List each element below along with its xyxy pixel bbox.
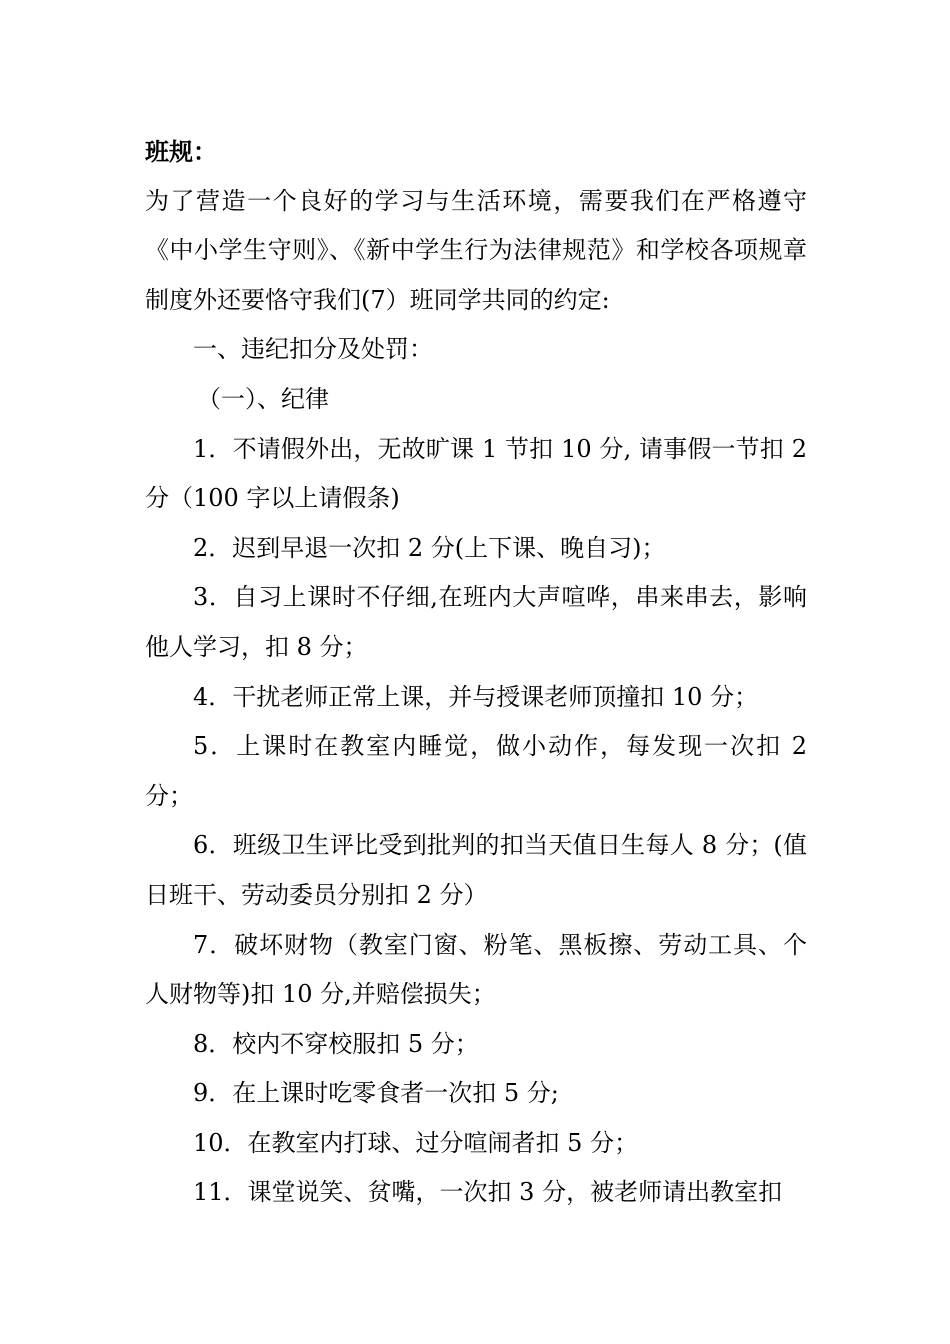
rule-item: 4．干扰老师正常上课，并与授课老师顶撞扣 10 分； [193,682,759,711]
rule-item: 3．自习上课时不仔细,在班内大声喧哗，串来串去，影响他人学习，扣 8 分； [145,583,807,661]
section-heading: 一、违纪扣分及处罚： [193,335,433,364]
rule-item: 11．课堂说笑、贫嘴，一次扣 3 分，被老师请出教室扣 [193,1178,783,1207]
rule-item: 10．在教室内打球、过分喧闹者扣 5 分； [193,1128,639,1157]
rule-item: 6．班级卫生评比受到批判的扣当天值日生每人 8 分；(值日班干、劳动委员分别扣 2 分） [145,831,807,909]
rule-item: 8．校内不穿校服扣 5 分； [193,1029,479,1058]
rule-item: 2．迟到早退一次扣 2 分(上下课、晚自习)； [193,533,666,562]
intro-paragraph: 为了营造一个良好的学习与生活环境，需要我们在严格遵守《中小学生守则》、《新中学生行为法律规范》和学校各项规章制度外还要恪守我们(7）班同学共同的约定: [145,186,807,314]
rule-item: 1．不请假外出，无故旷课 1 节扣 10 分, 请事假一节扣 2 分（100 字以上请假条) [145,434,807,513]
rule-item: 7．破坏财物（教室门窗、粉笔、黑板擦、劳动工具、个人财物等)扣 10 分,并赔偿损失； [145,930,807,1009]
subsection-heading: （一）、纪律 [197,384,329,413]
rule-item: 5．上课时在教室内睡觉，做小动作，每发现一次扣 2 分； [145,732,807,810]
document-body [145,127,807,1218]
rule-item: 9．在上课时吃零食者一次扣 5 分; [193,1079,559,1108]
document-title: 班规： [145,137,217,166]
